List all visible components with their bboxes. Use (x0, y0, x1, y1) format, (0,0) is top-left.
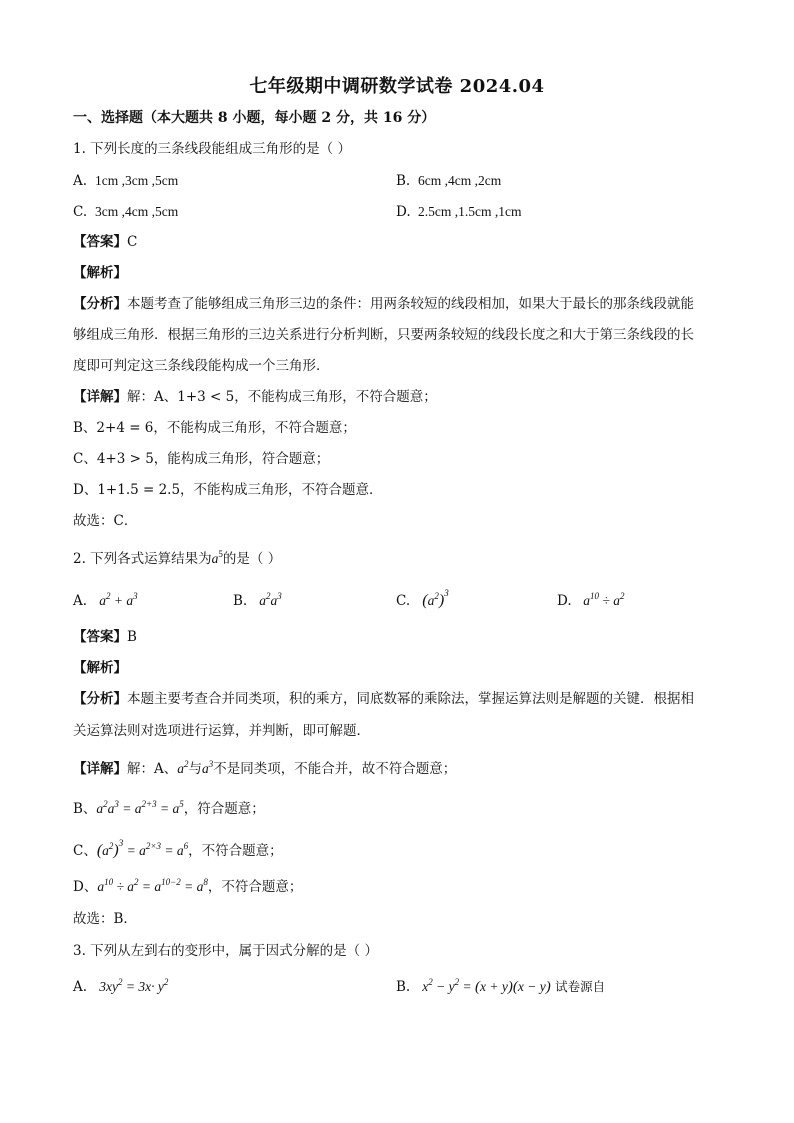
q1-detail-b: B、2+4 = 6，不能构成三角形，不符合题意； (73, 420, 356, 436)
q3-option-a: A. $3xy^2 = 3x\cdot y^2$ (73, 977, 169, 995)
question-3-stem: 3. 下列从左到右的变形中，属于因式分解的是（ ） (73, 943, 378, 959)
q1-analysis-line-2: 够组成三角形．根据三角形的三边关系进行分析判断，只要两条较短的线段长度之和大于第三条线段的长 (73, 327, 694, 343)
q2-option-b-formula: $a^2a^3$ (259, 591, 282, 608)
section-heading: 一、选择题（本大题共 8 小题，每小题 2 分，共 16 分） (73, 110, 436, 126)
q2-analysis-heading: 【解析】 (73, 660, 127, 676)
q3-option-a-formula: $3xy^2 = 3x\cdot y^2$ (99, 977, 169, 994)
q1-analysis-line-3: 度即可判定这三条线段能构成一个三角形． (73, 358, 330, 374)
q2-detail-d: D、$a^{10} \div a^2 = a^{10-2} = a^8$，不符合题意； (73, 877, 303, 895)
q2-option-b: B. $a^2a^3$ (233, 591, 282, 609)
q3-option-b: B. $x^2 - y^2 = (x + y)(x - y)$ 试卷源自 (396, 977, 606, 995)
q2-detail-c: C、$(a^2)^3 = a^{2\times 3} = a^6$，不符合题意； (73, 838, 283, 859)
q3-option-b-formula: $x^2 - y^2 = (x + y)(x - y)$ (422, 977, 551, 995)
q1-option-b: B. 6cm ,4cm ,2cm (396, 173, 502, 189)
q1-conclusion: 故选：C． (73, 513, 138, 529)
q1-detail-c: C、4+3 > 5，能构成三角形，符合题意； (73, 451, 330, 467)
q1-analysis-heading: 【解析】 (73, 265, 127, 281)
q1-option-c: C. 3cm ,4cm ,5cm (73, 204, 179, 220)
q2-option-d: D. $a^{10} \div a^2$ (557, 591, 625, 609)
q2-answer: 【答案】B (73, 629, 137, 645)
q2-option-a: A. $a^2 + a^3$ (73, 591, 138, 609)
q1-detail-d: D、1+1.5 = 2.5，不能构成三角形，不符合题意． (73, 482, 383, 498)
q2-option-a-formula: $a^2 + a^3$ (99, 591, 138, 608)
page-title: 七年级期中调研数学试卷 2024.04 (249, 76, 545, 97)
q1-option-d: D. 2.5cm ,1.5cm ,1cm (396, 204, 522, 220)
question-1-stem: 1. 下列长度的三条线段能组成三角形的是（ ） (73, 141, 351, 157)
q2-analysis-line-2: 关运算法则对选项进行运算，并判断，即可解题． (73, 723, 370, 739)
q2-detail-a: 【详解】解：A、$a^2$与$a^3$不是同类项，不能合并，故不符合题意； (73, 759, 457, 777)
q2-option-d-formula: $a^{10} \div a^2$ (583, 591, 625, 608)
source-watermark-note: 试卷源自 (555, 979, 606, 994)
q2-option-c-formula: $(a^2)^3$ (422, 588, 449, 609)
question-2-stem: 2. 下列各式运算结果为$a^5$的是（ ） (73, 549, 282, 567)
q1-detail-a: 【详解】解：A、1+3 < 5，不能构成三角形，不符合题意； (73, 389, 437, 405)
q1-option-a: A. 1cm ,3cm ,5cm (73, 173, 179, 189)
q2-option-c: C. $(a^2)^3$ (396, 588, 449, 609)
q2-conclusion: 故选：B． (73, 911, 137, 927)
q2-analysis-line-1: 【分析】本题主要考查合并同类项，积的乘方，同底数幂的乘除法，掌握运算法则是解题的关键．根据相 (73, 691, 694, 707)
q1-answer: 【答案】C (73, 234, 138, 250)
q1-analysis-line-1: 【分析】本题考查了能够组成三角形三边的条件：用两条较短的线段相加，如果大于最长的那条线段就能 (73, 296, 694, 312)
q2-detail-b: B、$a^2a^3 = a^{2+3} = a^5$，符合题意； (73, 799, 265, 817)
